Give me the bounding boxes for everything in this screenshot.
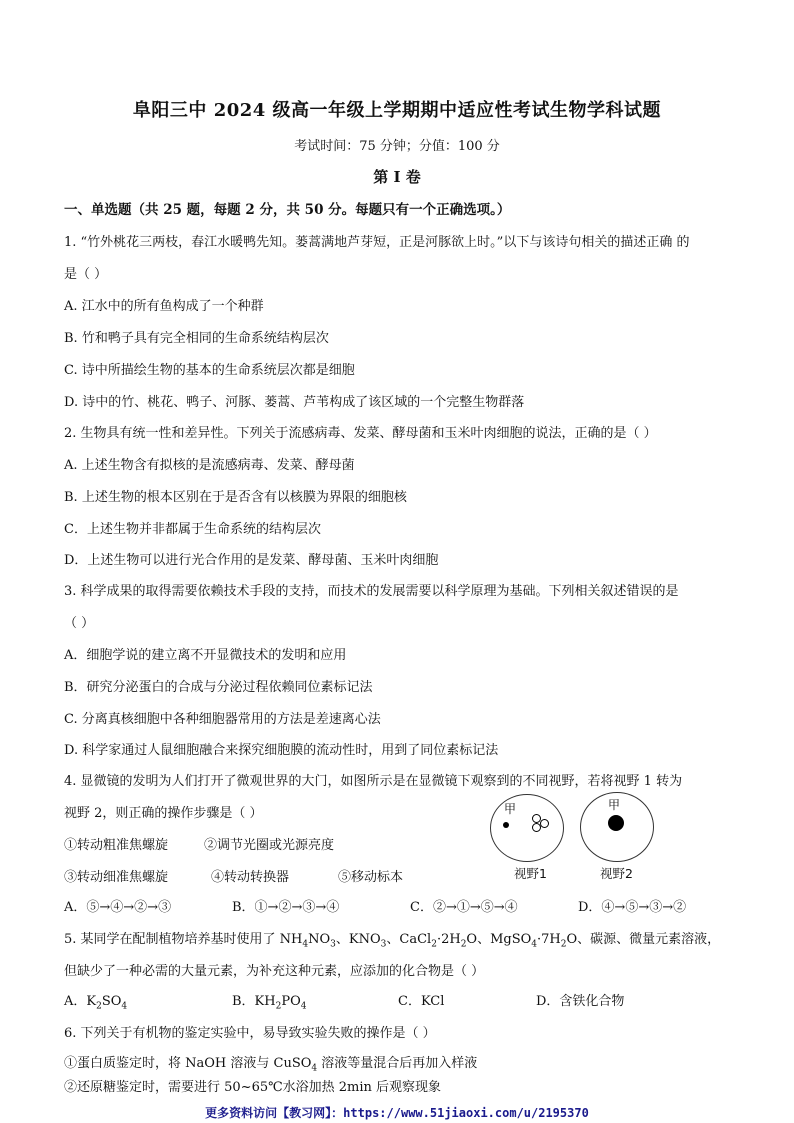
q2-option-c: C．上述生物并非都属于生命系统的结构层次 [64,522,321,537]
field-of-view-1 [490,794,564,862]
q4-option-b: B．①→②→③→④ [232,900,340,915]
section-heading: 一、单选题（共 25 题，每题 2 分，共 50 分。每题只有一个正确选项。） [64,202,511,218]
q3-option-c: C. 分离真核细胞中各种细胞器常用的方法是差速离心法 [64,712,381,727]
microscope-figure [488,790,668,885]
small-cell-dot [503,822,509,828]
q4-stem-line1: 4. 显微镜的发明为人们打开了微观世界的大门，如图所示是在显微镜下观察到的不同视野，若将视野 1 转为 [64,774,683,789]
q5-option-d: D．含铁化合物 [536,994,625,1009]
q2-option-b: B. 上述生物的根本区别在于是否含有以核膜为界限的细胞核 [64,490,407,505]
q6-statement-1: ①蛋白质鉴定时，将 NaOH 溶液与 CuSO$_4$ 溶液等量混合后再加入样液 [64,1056,478,1074]
q2-stem: 2. 生物具有统一性和差异性。下列关于流感病毒、发菜、酵母菌和玉米叶肉细胞的说法，正确的是（ ） [64,426,657,441]
q1-option-a: A. 江水中的所有鱼构成了一个种群 [64,299,264,314]
q3-option-a: A．细胞学说的建立离不开显微技术的发明和应用 [64,648,347,663]
ring-cell-2 [540,819,549,828]
q4-option-d: D．④→⑤→③→② [578,900,687,915]
q4-step-1: ①转动粗准焦螺旋 [64,838,169,853]
q3-stem-line1: 3. 科学成果的取得需要依赖技术手段的支持，而技术的发展需要以科学原理为基础。下列相关叙述错误的是 [64,584,679,599]
q3-option-d: D. 科学家通过人鼠细胞融合来探究细胞膜的流动性时，用到了同位素标记法 [64,743,499,758]
q3-option-b: B．研究分泌蛋白的合成与分泌过程依赖同位素标记法 [64,680,373,695]
ring-cell-3 [532,823,541,832]
q1-stem-line2: 是（ ） [64,267,108,282]
q1-option-d: D. 诗中的竹、桃花、鸭子、河豚、蒌蒿、芦苇构成了该区域的一个完整生物群落 [64,395,525,410]
q4-step-3: ③转动细准焦螺旋 [64,870,169,885]
fov1-caption: 视野1 [514,866,547,881]
fov1-label: 甲 [504,802,517,816]
q5-option-b: B．$KH_2PO_4$ [232,994,307,1012]
q4-option-c: C．②→①→⑤→④ [410,900,518,915]
q1-option-b: B. 竹和鸭子具有完全相同的生命系统结构层次 [64,331,329,346]
q4-step-4: ④转动转换器 [211,870,290,885]
q4-option-a: A．⑤→④→②→③ [64,900,172,915]
q5-stem-line1: 5. 某同学在配制植物培养基时使用了 $NH_4NO_3$、$KNO_3$、$CaCl_2\cdot 2H_2O$、$MgSO_4\cdot 7H_2O$、碳源、微量元素溶液， [64,932,721,950]
q4-stem-line2: 视野 2，则正确的操作步骤是（ ） [64,806,263,821]
large-cell-dot [608,815,624,831]
q2-option-d: D．上述生物可以进行光合作用的是发菜、酵母菌、玉米叶肉细胞 [64,553,439,568]
fov2-caption: 视野2 [600,866,633,881]
volume-heading: 第 I 卷 [373,168,421,186]
q1-stem-line1: 1. “竹外桃花三两枝，春江水暖鸭先知。蒌蒿满地芦芽短，正是河豚欲上时。”以下与该诗句相关的描述正确 的 [64,235,690,250]
q1-option-c: C. 诗中所描绘生物的基本的生命系统层次都是细胞 [64,363,355,378]
q6-statement-2: ②还原糖鉴定时，需要进行 50~65℃水浴加热 2min 后观察现象 [64,1080,442,1095]
fov2-label: 甲 [608,798,621,812]
q2-option-a: A. 上述生物含有拟核的是流感病毒、发菜、酵母菌 [64,458,355,473]
q5-option-c: C．KCl [398,994,445,1009]
q4-step-5: ⑤移动标本 [338,870,404,885]
footer-link[interactable]: 更多资料访问【教习网】：https://www.51jiaoxi.com/u/2195370 [205,1106,589,1120]
q5-stem-line2: 但缺少了一种必需的大量元素，为补充这种元素，应添加的化合物是（ ） [64,964,485,979]
q6-stem: 6. 下列关于有机物的鉴定实验中，易导致实验失败的操作是（ ） [64,1026,436,1041]
exam-title: 阜阳三中 2024 级高一年级上学期期中适应性考试生物学科试题 [132,100,662,121]
exam-meta: 考试时间：75 分钟；分值：100 分 [294,139,500,154]
q3-stem-line2: （ ） [64,616,95,631]
q5-option-a: A．$K_2SO_4$ [64,994,128,1012]
q4-step-2: ②调节光圈或光源亮度 [204,838,335,853]
